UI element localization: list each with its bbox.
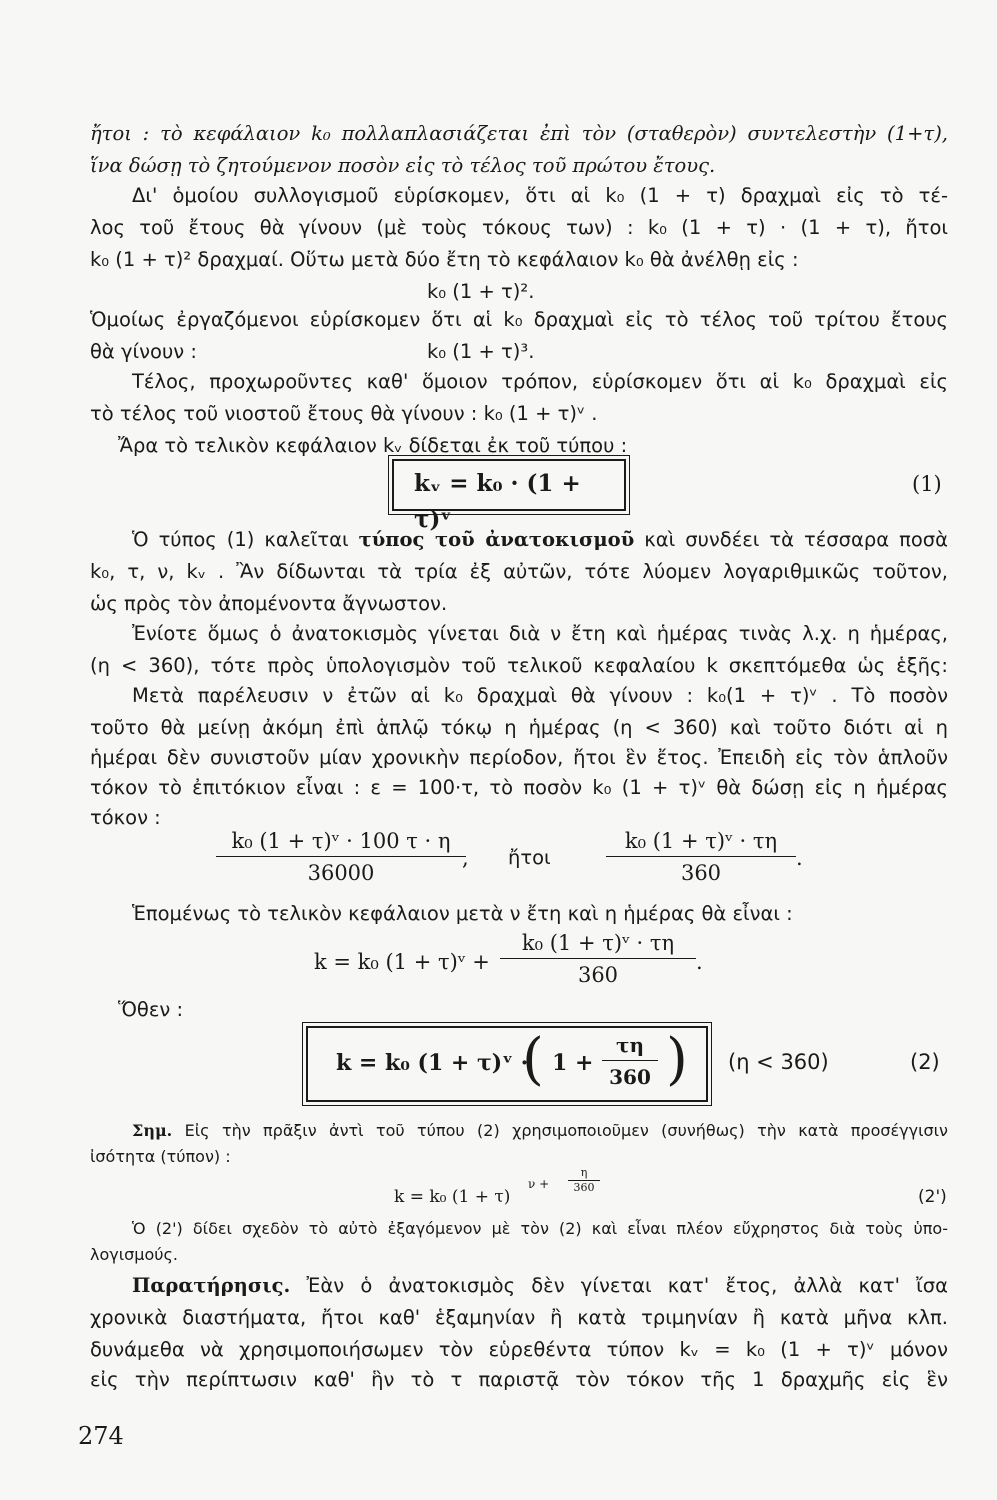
text-span: Ἐὰν ὁ ἀνατοκισμὸς δὲν γίνεται κατ' ἔτος, ἀλλὰ κατ' ἴσα [290, 1274, 948, 1297]
text-line: δυνάμεθα νὰ χρησιμοποιήσωμεν τὸν εὑρεθέντα τύπον kᵥ = k₀ (1 + τ)ᵛ μόνον [90, 1338, 948, 1361]
left-paren: ( [522, 1027, 544, 1092]
period: . [796, 846, 803, 870]
text-line: Μετὰ παρέλευσιν ν ἐτῶν αἱ k₀ δραχμαὶ θὰ γίνουν : k₀(1 + τ)ᵛ . Τὸ ποσὸν [132, 684, 948, 707]
formula-2-inner: 1 + [552, 1050, 594, 1076]
text-line: χρονικὰ διαστήματα, ἤτοι καθ' ἑξαμηνίαν ἢ κατὰ τριμηνίαν ἢ κατὰ μῆνα κλπ. [90, 1306, 948, 1329]
text-line: λος τοῦ ἔτους θὰ γίνουν (μὲ τοὺς τόκους των) : k₀ (1 + τ) · (1 + τ), ἤτοι [90, 216, 948, 239]
text-line: τόκον τὸ ἐπιτόκιον εἶναι : ε = 100·τ, τὸ ποσὸν k₀ (1 + τ)ᵛ θὰ δώσῃ εἰς η ἡμέρας [90, 776, 948, 799]
right-paren: ) [666, 1027, 688, 1092]
formula-1-label: (1) [912, 472, 942, 496]
formula-2prime-base: k = k₀ (1 + τ) [394, 1187, 511, 1207]
term-bold: τύπος τοῦ ἀνατοκισμοῦ [358, 528, 635, 551]
text-line [132, 1270, 948, 1302]
fraction-b [606, 826, 796, 889]
text-line: θὰ γίνουν : [90, 340, 197, 363]
text-line: k₀ (1 + τ)². [427, 280, 535, 303]
formula-2prime-label: (2') [918, 1187, 947, 1207]
formula-1-box [392, 459, 626, 533]
text-line: k₀, τ, ν, kᵥ . Ἂν δίδωνται τὰ τρία ἐξ αὐτῶν, τότε λύομεν λογαριθμικῶς τοῦτον, [90, 560, 948, 583]
formula-3-denominator: 360 [577, 963, 619, 987]
text-line: τοῦτο θὰ μείνῃ ἀκόμη ἐπὶ ἁπλῷ τόκῳ η ἡμέρας (η < 360) καὶ τοῦτο διότι αἱ η [90, 716, 948, 739]
text-span: καὶ συνδέει τὰ τέσσαρα ποσὰ [634, 528, 949, 551]
text-line: ὡς πρὸς τὸν ἀπομένοντα ἄγνωστον. [90, 592, 448, 615]
text-line: (η < 360), τότε πρὸς ὑπολογισμὸν τοῦ τελικοῦ κεφαλαίου k σκεπτόμεθα ὡς ἑξῆς: [90, 654, 948, 677]
formula-3-fraction [500, 928, 696, 991]
formula-2-box [306, 1026, 708, 1102]
text-line: Ἐνίοτε ὅμως ὁ ἀνατοκισμὸς γίνεται διὰ ν ἔτη καὶ ἡμέρας τινὰς λ.χ. η ἡμέρας, [132, 622, 948, 645]
note-line: λογισμούς. [90, 1245, 178, 1264]
fraction-a [216, 826, 466, 889]
note-label: Σημ. [132, 1121, 173, 1140]
text-line: ἤτοι : τὸ κεφάλαιον k₀ πολλαπλασιάζεται ἐπὶ τὸν (σταθερὸν) συντελεστὴν (1+τ), [90, 122, 948, 145]
text-line [132, 524, 948, 556]
formula-3-numerator: k₀ (1 + τ)ᵛ · τη [500, 928, 696, 959]
comma: , [462, 846, 469, 870]
formula-2-lhs: k = k₀ (1 + τ)ᵛ · [336, 1050, 529, 1076]
fraction-b-denominator: 360 [680, 861, 722, 885]
period: . [696, 950, 703, 974]
observation-label: Παρατήρησις. [132, 1274, 291, 1297]
formula-2-numerator: τη [602, 1030, 658, 1061]
text-line: Τέλος, προχωροῦντες καθ' ὅμοιον τρόπον, εὑρίσκομεν ὅτι αἱ k₀ δραχμαὶ εἰς [132, 370, 948, 393]
page-number: 274 [78, 1422, 124, 1450]
formula-2-fraction [602, 1030, 658, 1093]
text-line: Ἄρα τὸ τελικὸν κεφάλαιον kᵥ δίδεται ἐκ τοῦ τύπου : [118, 434, 628, 457]
text-line: Ὁμοίως ἐργαζόμενοι εὑρίσκομεν ὅτι αἱ k₀ δραχμαὶ εἰς τὸ τέλος τοῦ τρίτου ἔτους [90, 308, 948, 331]
fraction-a-denominator: 36000 [307, 861, 375, 885]
text-span: Εἰς τὴν πρᾶξιν ἀντὶ τοῦ τύπου (2) χρησιμοποιοῦμεν (συνήθως) τὴν κατὰ προσέγγισιν [172, 1121, 948, 1140]
text-line: k₀ (1 + τ)² δραχμαί. Οὕτω μετὰ δύο ἔτη τὸ κεφάλαιον k₀ θὰ ἀνέλθῃ εἰς : [90, 248, 799, 271]
text-line: τόκον : [90, 806, 161, 829]
formula-2prime-exp-fraction [568, 1166, 600, 1195]
formula-1: kᵥ = k₀ · (1 + τ)ᵛ [414, 470, 581, 533]
separator-text: ἤτοι [508, 846, 551, 869]
text-line: ἵνα δώσῃ τὸ ζητούμενον ποσὸν εἰς τὸ τέλος τοῦ πρώτου ἔτους. [90, 154, 716, 177]
text-line: τὸ τέλος τοῦ νιοστοῦ ἔτους θὰ γίνουν : k₀ (1 + τ)ᵛ . [90, 402, 598, 425]
note-line: Ὁ (2') δίδει σχεδὸν τὸ αὐτὸ ἐξαγόμενον μὲ τὸν (2) καὶ εἶναι πλέον εὔχρηστος διὰ τοὺς ὑπο- [132, 1219, 948, 1238]
formula-2-condition: (η < 360) [728, 1050, 829, 1074]
fraction-a-numerator: k₀ (1 + τ)ᵛ · 100 τ · η [216, 826, 466, 857]
exp-denominator: 360 [573, 1181, 595, 1194]
formula-2prime-exponent: ν + [528, 1177, 550, 1191]
formula-2-denominator: 360 [609, 1065, 651, 1089]
formula-2-label: (2) [910, 1050, 940, 1074]
note-line [132, 1118, 948, 1144]
fraction-b-numerator: k₀ (1 + τ)ᵛ · τη [606, 826, 796, 857]
formula-3-lhs: k = k₀ (1 + τ)ᵛ + [314, 950, 490, 974]
text-line: ἡμέραι δὲν συνιστοῦν μίαν χρονικὴν περίοδον, ἤτοι ἓν ἔτος. Ἐπειδὴ εἰς τὸν ἁπλοῦν [90, 746, 948, 769]
text-line: Ὅθεν : [118, 998, 184, 1021]
text-span: Ὁ τύπος (1) καλεῖται [132, 528, 359, 551]
text-line: Δι' ὁμοίου συλλογισμοῦ εὑρίσκομεν, ὅτι αἱ k₀ (1 + τ) δραχμαὶ εἰς τὸ τέ- [132, 184, 948, 207]
note-line: ἰσότητα (τύπον) : [90, 1147, 231, 1166]
exp-numerator: η [568, 1166, 600, 1181]
text-line: k₀ (1 + τ)³. [427, 340, 535, 363]
text-line: εἰς τὴν περίπτωσιν καθ' ἣν τὸ τ παριστᾷ τὸν τόκον τῆς 1 δραχμῆς εἰς ἓν [90, 1368, 948, 1391]
text-line: Ἑπομένως τὸ τελικὸν κεφάλαιον μετὰ ν ἔτη καὶ η ἡμέρας θὰ εἶναι : [132, 902, 793, 925]
